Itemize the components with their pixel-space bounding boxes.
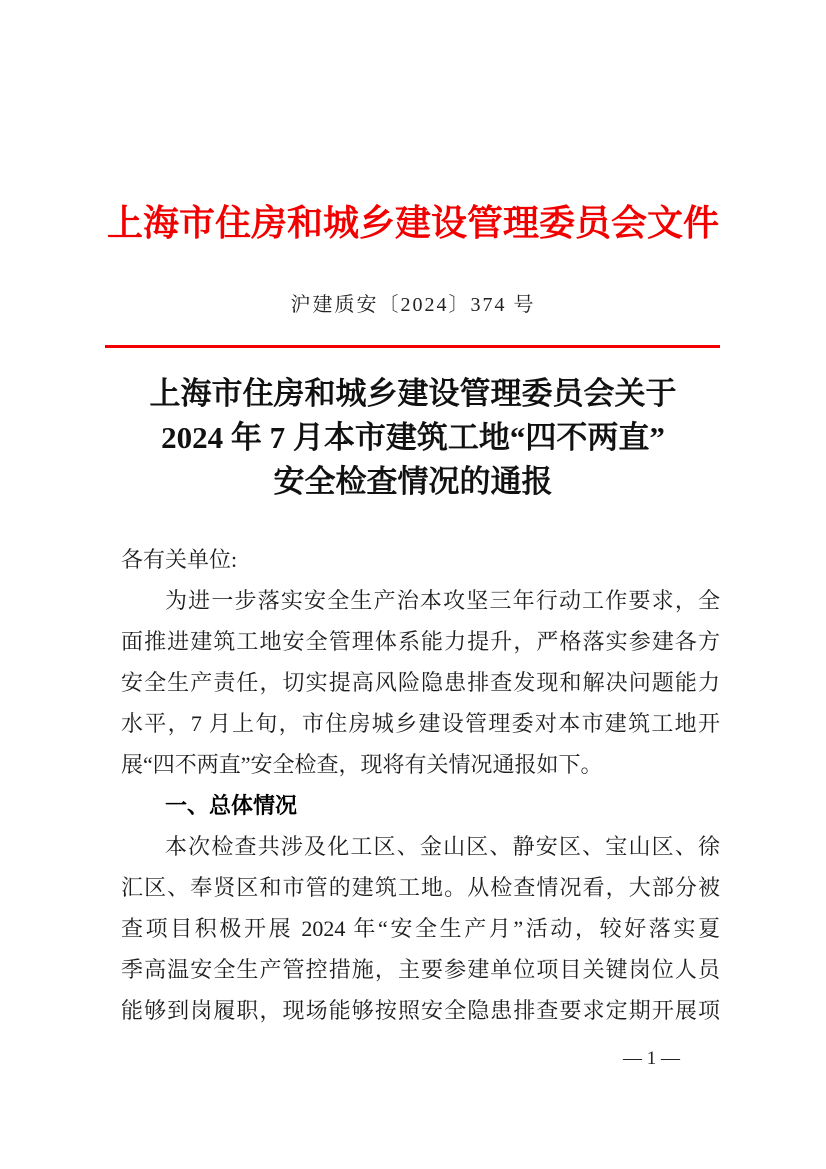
document-number: 沪建质安〔2024〕374 号 <box>290 294 536 316</box>
document-header <box>0 0 826 348</box>
salutation-line: 各有关单位: <box>121 547 238 572</box>
section-heading-overall-situation: 一、总体情况 <box>165 793 298 818</box>
paragraph-1-line-1: 为进一步落实安全生产治本攻坚三年行动工作要求，全 <box>165 588 720 613</box>
paragraph-2-line-1: 本次检查共涉及化工区、金山区、静安区、宝山区、徐 <box>165 834 720 859</box>
document-body <box>121 539 720 1031</box>
paragraph-2-line-4: 季高温安全生产管控措施，主要参建单位项目关键岗位人员 <box>121 957 720 982</box>
document-title-line-1: 上海市住房和城乡建设管理委员会关于 <box>149 376 677 411</box>
issuing-org-banner: 上海市住房和城乡建设管理委员会文件 <box>106 203 719 243</box>
document-title-line-2: 2024 年 7 月本市建筑工地“四不两直” <box>161 420 665 455</box>
page-footer <box>121 1047 720 1071</box>
paragraph-1-line-4: 水平，7 月上旬，市住房城乡建设管理委对本市建筑工地开 <box>121 711 720 736</box>
paragraph-1-line-2: 面推进建筑工地安全管理体系能力提升，严格落实参建各方 <box>121 629 720 654</box>
page-number: — 1 — <box>623 1048 680 1069</box>
paragraph-1-line-5: 展“四不两直”安全检查，现将有关情况通报如下。 <box>121 752 603 777</box>
paragraph-2-line-3: 查项目积极开展 2024 年“安全生产月”活动，较好落实夏 <box>121 916 720 941</box>
document-title <box>0 372 826 504</box>
paragraph-2-line-5: 能够到岗履职，现场能够按照安全隐患排查要求定期开展项 <box>121 998 720 1023</box>
paragraph-1-line-3: 安全生产责任，切实提高风险隐患排查发现和解决问题能力 <box>121 670 720 695</box>
red-separator-line <box>105 345 720 348</box>
paragraph-2-line-2: 汇区、奉贤区和市管的建筑工地。从检查情况看，大部分被 <box>121 875 720 900</box>
document-title-line-3: 安全检查情况的通报 <box>273 464 553 499</box>
